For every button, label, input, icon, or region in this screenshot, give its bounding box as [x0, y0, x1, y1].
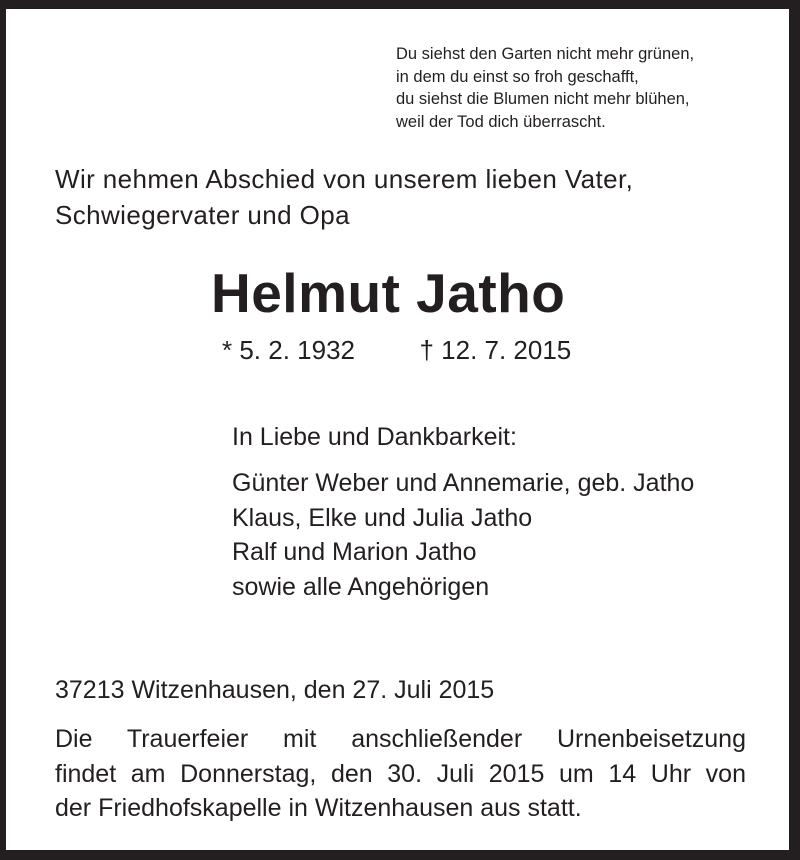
poem-line: du siehst die Blumen nicht mehr blühen,	[396, 90, 690, 108]
poem	[396, 43, 694, 133]
intro-line: Wir nehmen Abschied von unserem lieben Vater,	[55, 164, 634, 194]
poem-line: weil der Tod dich überrascht.	[396, 112, 606, 131]
birth-date: * 5. 2. 1932	[222, 335, 355, 365]
obituary-card	[6, 9, 789, 850]
poem-line: Du siehst den Garten nicht mehr grünen,	[396, 45, 695, 63]
thanks-heading: In Liebe und Dankbarkeit:	[232, 423, 517, 451]
place-date: 37213 Witzenhausen, den 27. Juli 2015	[55, 676, 495, 704]
funeral-info	[55, 722, 746, 826]
life-dates	[222, 335, 571, 366]
intro	[55, 161, 633, 233]
family-line: Klaus, Elke und Julia Jatho	[232, 503, 533, 532]
funeral-line: findet am Donnerstag, den 30. Juli 2015 um 14 Uhr von	[55, 759, 746, 788]
intro-line: Schwiegervater und Opa	[55, 200, 350, 230]
poem-line: in dem du einst so froh geschafft,	[396, 67, 639, 86]
death-date: † 12. 7. 2015	[419, 335, 572, 365]
family-line: Ralf und Marion Jatho	[232, 538, 477, 566]
family-line: sowie alle Angehörigen	[232, 572, 490, 601]
deceased-name: Helmut Jatho	[211, 262, 566, 324]
family-line: Günter Weber und Annemarie, geb. Jatho	[232, 469, 695, 497]
family-list	[232, 466, 694, 604]
funeral-line: Die Trauerfeier mit anschließender Urnenbeisetzung	[55, 725, 746, 753]
funeral-line: der Friedhofskapelle in Witzenhausen aus statt.	[55, 794, 582, 822]
